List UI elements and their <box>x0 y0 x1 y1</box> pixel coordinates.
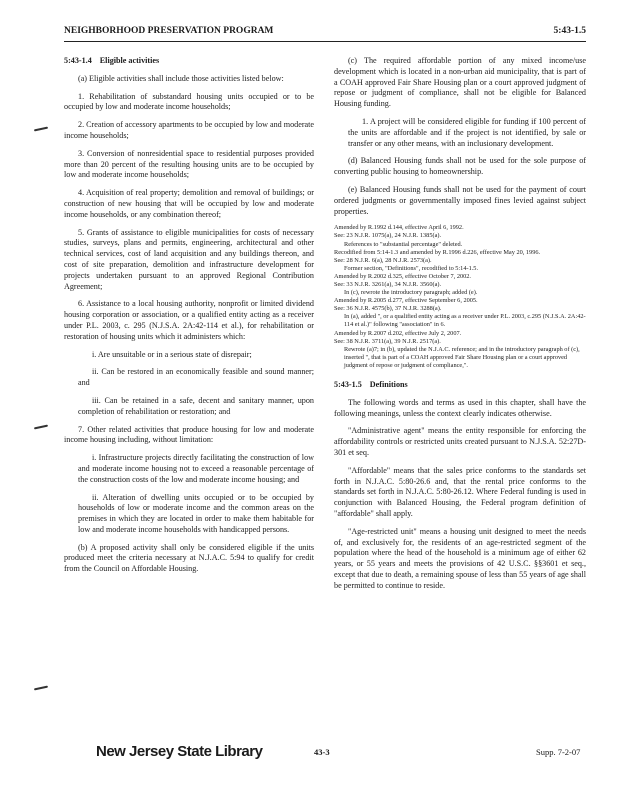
paragraph: 7. Other related activities that produce housing for low and moderate income housing including, without limitation: <box>64 424 314 445</box>
paragraph: iii. Can be retained in a safe, decent and sanitary manner, upon completion of rehabilitation or restoration; and <box>78 395 314 416</box>
history-line: Amended by R.2005 d.277, effective September 6, 2005. <box>334 297 478 305</box>
history-line: See: 33 N.J.R. 3261(a), 34 N.J.R. 3560(a). <box>334 281 442 289</box>
history-line: Former section, "Definitions", recodified to 5:14-1.5. <box>344 264 479 272</box>
paragraph: (c) The required affordable portion of any mixed income/use development which is located in a non-urban aid municipality, that is part of a COAH approved Fair Share Housing plan or a court approved judgment of repose or judgment of compliance, shall not be eligible for Balanced Housing funding. <box>334 56 586 109</box>
right-column <box>334 56 586 599</box>
paragraph: 2. Creation of accessory apartments to be occupied by low and moderate income households; <box>64 120 314 140</box>
header-title: NEIGHBORHOOD PRESERVATION PROGRAM <box>64 26 274 36</box>
section-title: Eligible activities <box>99 56 160 65</box>
history-line: Amended by R.1992 d.144, effective April 6, 1992. <box>334 224 464 232</box>
paragraph: (a) Eligible activities shall include those activities listed below: <box>78 73 284 83</box>
paragraph: 4. Acquisition of real property; demolition and removal of buildings; or construction of new housing that will be occupied by low and moderate income households, or any combination thereof; <box>64 188 314 219</box>
page-number: 43-3 <box>314 747 330 757</box>
history-line: In (c), rewrote the introductory paragraph; added (e). <box>344 289 478 297</box>
history-line: See: 36 N.J.R. 4575(b), 37 N.J.R. 3288(a). <box>334 305 442 313</box>
margin-revision-mark <box>34 425 50 429</box>
history-line: References to "substantial percentage" deleted. <box>344 240 463 248</box>
paragraph: i. Infrastructure projects directly facilitating the construction of low and moderate income housing not to exceed a reasonable percentage of the construction costs of the low and moderate income housing; and <box>78 453 314 484</box>
margin-revision-mark <box>34 127 50 131</box>
paragraph: The following words and terms as used in this chapter, shall have the following meanings, unless the context clearly indicates otherwise. <box>334 397 586 418</box>
history-notes <box>334 224 586 370</box>
page-footer <box>0 743 618 773</box>
supplement-date: Supp. 7-2-07 <box>536 747 581 757</box>
paragraph: i. Are unsuitable or in a serious state of disrepair; <box>92 349 252 359</box>
history-line: In (a), added ", or a qualified entity acting as a receiver under P.L. 2003, c.295 (N.J.S.A. 2A:42-114 et al.)" following "association" in 6. <box>344 313 586 329</box>
left-column <box>64 56 314 582</box>
paragraph: 1. Rehabilitation of substandard housing units occupied or to be occupied by low and moderate income households; <box>64 91 314 112</box>
history-line: Recodified from 5:14-1.3 and amended by R.1996 d.226, effective May 20, 1996. <box>334 248 541 256</box>
library-stamp: New Jersey State Library <box>96 743 263 760</box>
paragraph: 6. Assistance to a local housing authority, nonprofit or limited dividend housing corporation or association, or a qualified entity acting as a receiver under P.L. 2003, c. 295 (N.J.S.A. 2A:42-114 et al.), for rehabilitation or restoration of housing units which it administers which: <box>64 299 314 341</box>
history-line: Rewrote (a)7; in (b), updated the N.J.A.C. reference; and in the introductory paragraph of (c), inserted ", that is part of a COAH approved Fair Share Housing plan or a court approved judgment of repose or judgment of compliance,". <box>344 345 580 369</box>
paragraph: ii. Can be restored in an economically feasible and sound manner; and <box>78 367 314 388</box>
running-header <box>64 26 586 40</box>
section-heading <box>334 380 586 391</box>
paragraph: 1. A project will be considered eligible for funding if 100 percent of the units are affordable and if the project is not identified, by sale or transfer or any other means, with an inclusionary development. <box>348 116 586 148</box>
section-heading <box>64 56 314 67</box>
paragraph: (e) Balanced Housing funds shall not be used for the payment of court ordered judgments or governmentally imposed fines levied against subject properties. <box>334 184 586 216</box>
paragraph: 5. Grants of assistance to eligible municipalities for costs of necessary studies, surveys, plans and permits, engineering, architectural and other technical services, cost of land acquisition and any buildings thereon, and cost of site preparation, demolition and infrastructure development for projects undertaken pursuant to an approved Regional Contribution Agreement; <box>64 227 314 291</box>
history-line: Amended by R.2007 d.202, effective July 2, 2007. <box>334 329 462 337</box>
history-line: See: 23 N.J.R. 1075(a), 24 N.J.R. 1385(a). <box>334 232 442 240</box>
section-title: Definitions <box>369 380 408 390</box>
paragraph: ii. Alteration of dwelling units occupied or to be occupied by households of low or moderate income and the common areas on the premises in which they are located in order to make them habitable for low and moderate income households with handicapped persons. <box>78 492 314 534</box>
paragraph: (d) Balanced Housing funds shall not be used for the sole purpose of converting public housing to homeownership. <box>334 156 586 177</box>
paragraph: 3. Conversion of nonresidential space to residential purposes provided more than 20 percent of the resulting housing units are to be occupied by low and moderate income households; <box>64 148 314 180</box>
paragraph: "Administrative agent" means the entity responsible for enforcing the affordability controls or restricted units created pursuant to N.J.S.A. 52:27D-301 et seq. <box>334 426 586 458</box>
paragraph: (b) A proposed activity shall only be considered eligible if the units produced meet the criteria necessary at N.J.A.C. 5:94 to qualify for credit from the Council on Affordable Housing. <box>64 542 314 574</box>
section-number: 5:43-1.4 <box>64 56 92 65</box>
header-rule <box>64 41 586 42</box>
paragraph: "Affordable" means that the sales price conforms to the standards set forth in N.J.A.C. 5:80-26.6 and, that the rental price conforms to the standards set forth in N.J.A.C. 5:80-26.12. Where Federal funding is used in conjunction with Balanced Housing, the Federal program definition of "affordable" shall apply. <box>334 465 586 519</box>
section-number: 5:43-1.5 <box>334 380 362 390</box>
margin-revision-mark <box>34 686 50 690</box>
history-line: See: 38 N.J.R. 3711(a), 39 N.J.R. 2517(a). <box>334 337 441 345</box>
history-line: Amended by R.2002 d.325, effective October 7, 2002. <box>334 272 471 280</box>
history-line: See: 28 N.J.R. 6(a), 28 N.J.R. 2573(a). <box>334 256 432 264</box>
header-section-range: 5:43-1.5 <box>553 26 586 36</box>
paragraph: "Age-restricted unit" means a housing unit designed to meet the needs of, and exclusively for, the residents of an age-restricted segment of the population where the head of the household is a minimum age of either 62 years, or 55 years and meets the provisions of 42 U.S.C. §§3601 et seq., except that due to death, a remaining spouse of less than 55 years of age shall be permitted to continue to reside. <box>334 526 586 590</box>
